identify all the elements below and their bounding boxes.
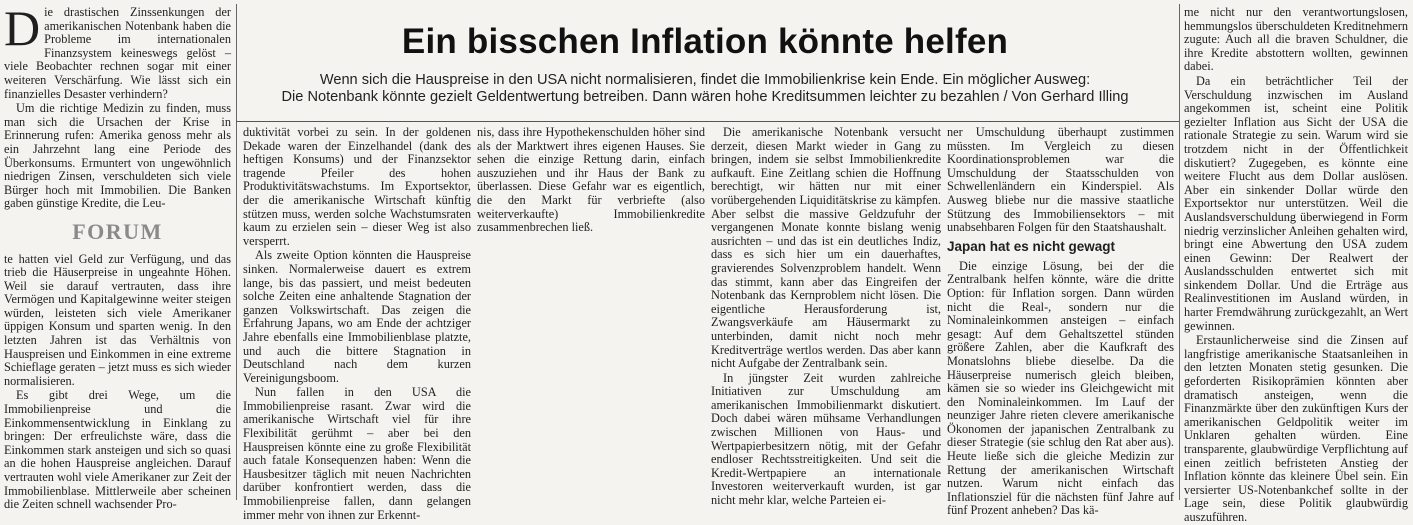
drop-cap: D: [4, 0, 41, 56]
paragraph: ner Umschuldung überhaupt zustimmen müssten. Im Vergleich zu diesen Koordinationsproblemen war die Umschuldung der Staatsschulden von Schwellenländern ein Kinderspiel. Als Ausweg bliebe nur die massive staatliche Stützung des Immobiliensektors – mit unabsehbaren Folgen für den Staatshaushalt.: [947, 125, 1174, 235]
article-column-2: [243, 125, 471, 522]
paragraph: te hatten viel Geld zur Verfügung, und das trieb die Häuserpreise in ungeahnte Höhen. Weil sie darauf vertrauten, dass ihre Vermögen und Kapitalgewinne weiter steigen würden, leisteten sich viele Amerikaner üppigen Konsum und sparten wenig. In den letzten Jahren ist das Verhältnis von Hauspreisen und Einkommen in eine extreme Schieflage geraten – jetzt muss es sich wieder normalisieren.: [4, 251, 231, 388]
lead-paragraph: Die drastischen Zinssenkungen der amerikanischen Notenbank haben die Probleme im internationalen Finanzsystem keineswegs gelöst – viele Beobachter rechnen sogar mit einer weiteren Verschärfung. Wie lässt sich ein finanzielles Desaster verhindern?: [4, 0, 231, 101]
headline-rule: [236, 121, 1179, 122]
paragraph: duktivität vorbei zu sein. In der goldenen Dekade waren der Einzelhandel (dank des heftigen Konsums) und der Finanzsektor tragende Pfeiler des hohen Produktivitätswachstums. Im Exportsektor, der die amerikanische Wirtschaft künftig stützen muss, werden solche Wachstumsraten kaum zu erzielen sein – dieser Weg ist also versperrt.: [243, 125, 471, 248]
article-headline: Ein bisschen Inflation könnte helfen: [401, 22, 1009, 61]
article-column-1: [4, 0, 231, 512]
subheading: Japan hat es nicht gewagt: [947, 238, 1116, 254]
article-deck: [240, 72, 1170, 106]
paragraph: Um die richtige Medizin zu finden, muss man sich die Ursachen der Krise in Erinnerung rufen: Amerika genoss mehr als ein Jahrzehnt lang eine Periode des Überkonsums. Ermuntert von ungewöhnlich niedrigen Zinsen, verschuldeten sich viele Bürger hoch mit Immobilien. Die Banken gaben günstige Kredite, die Leu-: [4, 101, 231, 211]
deck-line-2: Die Notenbank könnte gezielt Geldentwertung betreiben. Dann wären hohe Kreditsummen leichter zu bezahlen / Von Gerhard Illing: [281, 89, 1129, 105]
article-column-4: [711, 125, 941, 508]
paragraph: Nun fallen in den USA die Immobilienpreise rasant. Zwar wird die amerikanische Wirtschaft viel für ihre Flexibilität gerühmt – aber bei den Hauspreisen könnte eine zu große Flexibilität auch fatale Konsequenzen haben: Wenn die Hausbesitzer täglich mit neuen Nachrichten darüber konfrontiert werden, dass die Immobilienpreise fallen, dann gelangen immer mehr von ihnen zur Erkennt-: [243, 385, 471, 522]
paragraph: Da ein beträchtlicher Teil der Verschuldung inzwischen im Ausland angekommen ist, scheint eine Politik gezielter Inflation aus Sicht der USA die rationale Strategie zu sein. Warum wird sie trotzdem nicht in der Öffentlichkeit diskutiert? Zugegeben, es könnte eine weitere Flucht aus dem Dollar auslösen. Aber ein sinkender Dollar würde den Exportsektor nur unterstützen. Weil die Auslandsverschuldung überwiegend in Form niedrig verzinslicher Anleihen gehalten wird, bringt eine Abwertung den USA zudem einen Gewinn: Der Realwert der Auslandsschulden entwertet sich mit sinkendem Dollar. Und die Erträge aus Realinvestitionen im Ausland würden, in harter Fremdwährung zurückgezahlt, an Wert gewinnen.: [1184, 73, 1408, 333]
paragraph: Es gibt drei Wege, um die Immobilienpreise und die Einkommensentwicklung in Einklang zu bringen: Der erfreulichste wäre, dass die Einkommen stark ansteigen und sich so quasi an die hohen Hauspreise angleichen. Darauf vertrauten wohl viele Amerikaner zur Zeit der Immobilienblase. Mittlerweile aber scheinen die Zeiten schnell wachsender Pro-: [4, 388, 231, 512]
article-column-3: [477, 126, 705, 500]
article-column-6: [1184, 5, 1408, 524]
deck-line-1: Wenn sich die Hauspreise in den USA nicht normalisieren, findet die Immobilienkrise kein Ende. Ein möglicher Ausweg:: [319, 72, 1091, 88]
article-column-5: [947, 125, 1174, 518]
paragraph: Als zweite Option könnten die Hauspreise sinken. Normalerweise dauert es extrem lange, bis das passiert, und meist bedeuten solche Zeiten eine anhaltende Stagnation der ganzen Volkswirtschaft. Das zeigen die Erfahrung Japans, wo am Ende der achtziger Jahre ebenfalls eine Immobilienblase platzte, und auch die bittere Stagnation in Deutschland nach dem kurzen Vereinigungsboom.: [243, 248, 471, 385]
paragraph: Die amerikanische Notenbank versucht derzeit, diesen Markt wieder in Gang zu bringen, indem sie selbst Immobilienkredite aufkauft. Eine Zeitlang schien die Hoffnung berechtigt, wir hätten nur mit einer vorübergehenden Liquiditätskrise zu kämpfen. Aber selbst die massive Geldzufuhr der vergangenen Monate konnte bislang wenig ausrichten – und das ist ein deutliches Indiz, dass es sich hier um ein dauerhaftes, gravierendes Solvenzproblem handelt. Wenn das stimmt, kann aber das Eingreifen der Notenbank das Kernproblem nicht lösen. Die eigentliche Herausforderung ist, Zwangsverkäufe am Häusermarkt zu unterbinden, damit nicht noch mehr Kreditverträge wertlos werden. Das aber kann nicht Aufgabe der Zentralbank sein.: [711, 125, 941, 371]
paragraph: nis, dass ihre Hypothekenschulden höher sind als der Marktwert ihres eigenen Hauses. Sie sehen die einzige Rettung darin, einfach auszuziehen und ihr Haus der Bank zu überlassen. Diese Gefahr war es eigentlich, die den Markt für verbriefte (also weiterverkaufte) Immobilienkredite zusammenbrechen ließ.: [477, 125, 705, 235]
paragraph: In jüngster Zeit wurden zahlreiche Initiativen zur Umschuldung am amerikanischen Immobilienmarkt diskutiert. Doch dabei wären mühsame Verhandlungen zwischen Millionen von Haus- und Wertpapierbesitzern nötig, mit der Gefahr endloser Rechtsstreitigkeiten. Und seit die Kredit-Wertpapiere an internationale Investoren weiterverkauft wurden, ist gar nicht mehr klar, welche Parteien ei-: [711, 370, 941, 508]
paragraph: Erstaunlicherweise sind die Zinsen auf langfristige amerikanische Staatsanleihen in den letzten Monaten stetig gesunken. Die geforderten Risikoprämien könnten aber dramatisch ansteigen, wenn die Finanzmärkte über den zukünftigen Kurs der amerikanischen Geldpolitik weiter im Unklaren gehalten würden. Eine transparente, glaubwürdige Verpflichtung auf einen zeitlich befristeten Anstieg der Inflation könnte das kleinere Übel sein. Ein versierter US-Notenbankchef sollte in der Lage sein, diese Politik glaubwürdig auszuführen.: [1184, 333, 1408, 524]
paragraph: me nicht nur den verantwortungslosen, hemmungslos überschuldeten Kreditnehmern zugute: Auch all die braven Schuldner, die ihre Kredite abstottern wollten, gewinnen dabei.: [1184, 5, 1408, 74]
column-rule-1: [236, 4, 237, 500]
section-label-forum: FORUM: [72, 218, 163, 244]
column-rule-5: [1179, 4, 1180, 500]
paragraph: Die einzige Lösung, bei der die Zentralbank helfen könnte, wäre die dritte Option: für Inflation sorgen. Dann würden nicht die Real-, sondern nur die Nominaleinkommen ansteigen – einfach gesagt: Auf dem Gehaltszettel stünden größere Zahlen, aber die Kaufkraft des Monatslohns bliebe dieselbe. Da die Häuserpreise numerisch gleich bleiben, kämen sie so wieder ins Gleichgewicht mit den Nominaleinkommen. Im Lauf der neunziger Jahre rieten clevere amerikanische Ökonomen der japanischen Zentralbank zu dieser Strategie (sie schlug den Rat aber aus). Heute ließe sich die gleiche Medizin zur Rettung der amerikanischen Wirtschaft nutzen. Warum nicht einfach das Inflationsziel für die nächsten fünf Jahre auf fünf Prozent anheben? Das kä-: [947, 258, 1174, 518]
